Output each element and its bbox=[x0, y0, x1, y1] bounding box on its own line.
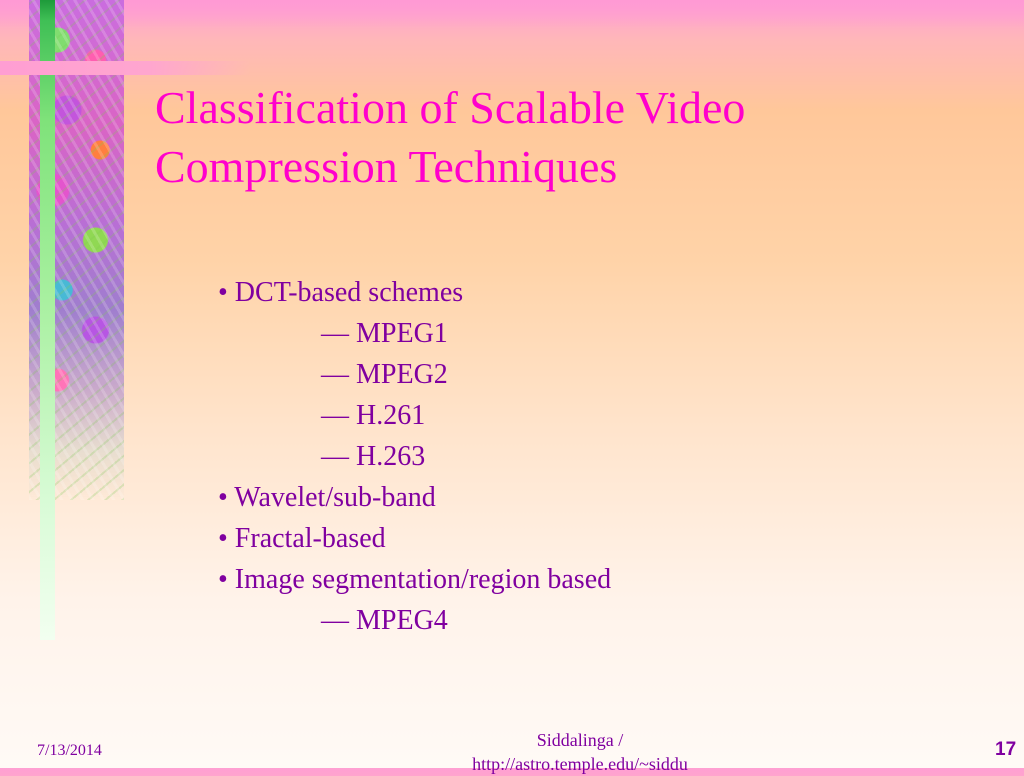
bullet-item: • Wavelet/sub-band bbox=[218, 482, 436, 513]
sub-bullet-item: — MPEG2 bbox=[321, 359, 448, 390]
green-vertical-accent bbox=[40, 0, 55, 640]
footer-author-name: Siddalinga / bbox=[536, 730, 624, 750]
top-decorative-band bbox=[0, 0, 1024, 28]
bullet-item: • Fractal-based bbox=[218, 523, 386, 554]
bullet-item: • DCT-based schemes bbox=[218, 277, 464, 308]
footer-author-url: http://astro.temple.edu/~siddu bbox=[472, 754, 688, 774]
sub-bullet-item: — MPEG1 bbox=[321, 318, 448, 349]
footer-date: 7/13/2014 bbox=[37, 742, 102, 759]
bullet-list bbox=[218, 272, 611, 641]
sub-bullet-item: — H.261 bbox=[321, 400, 426, 431]
slide-title-line-2: Compression Techniques bbox=[155, 141, 618, 192]
sub-bullet-item: — H.263 bbox=[321, 441, 426, 472]
footer-author bbox=[380, 728, 780, 776]
sub-bullet-item: — MPEG4 bbox=[321, 605, 448, 636]
page-number: 17 bbox=[995, 739, 1017, 760]
bullet-item: • Image segmentation/region based bbox=[218, 564, 612, 595]
pink-horizontal-accent bbox=[0, 61, 250, 75]
slide-title-line-1: Classification of Scalable Video bbox=[155, 82, 746, 133]
slide-title bbox=[155, 78, 915, 196]
